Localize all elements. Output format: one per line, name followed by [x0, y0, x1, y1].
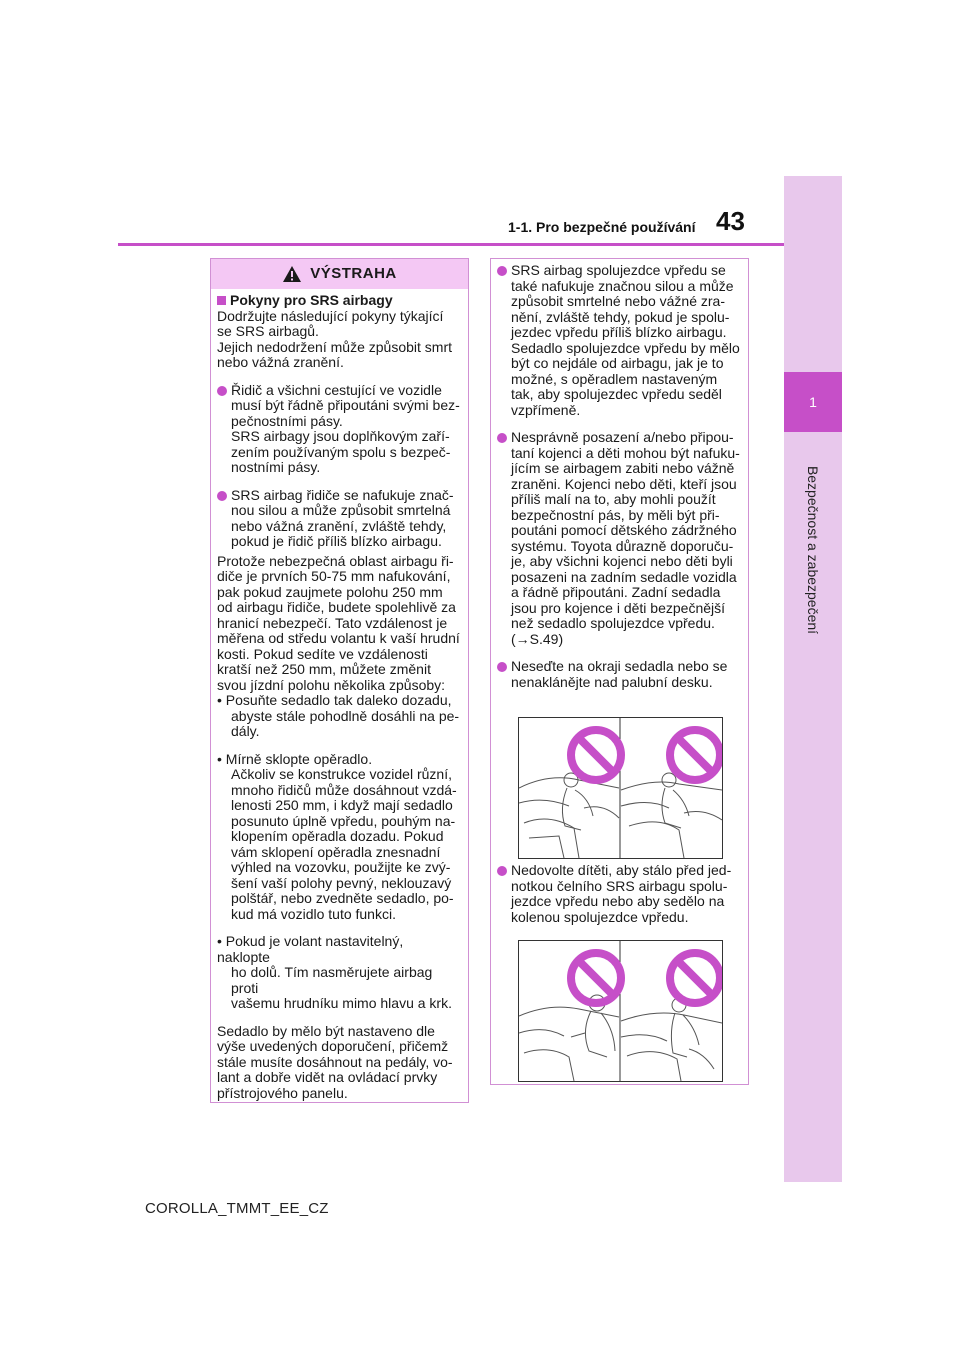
sub-item-line: vašemu hrudníku mimo hlavu a krk. [231, 995, 452, 1011]
warning-triangle-icon [282, 265, 302, 283]
paragraph-line: měřena od středu volantu k vaší hrudní [217, 630, 460, 646]
bullet-line: Sedadlo spolujezdce vpředu by mělo [511, 339, 740, 356]
chapter-number-text: 1 [809, 394, 817, 410]
paragraph-line: výše uvedených doporučení, přičemž [217, 1038, 449, 1054]
prohibition-icon [571, 730, 621, 780]
bullet-line: jícím se airbagem zabiti nebo vážně [511, 460, 735, 476]
bullet-line: Řidič a všichni cestující ve vozidle [231, 381, 442, 398]
car-interior-illustration [519, 718, 722, 858]
sub-item-line: výhled na vozovku, použijte ke zvý- [231, 859, 451, 875]
sub-item-line: šení vaší polohy pevný, neklouzavý [231, 874, 452, 891]
sub-item-line: mnoho řidičů může dosáhnout vzdá- [231, 781, 457, 798]
paragraph-line: stále musíte dosáhnout na pedály, vo- [217, 1053, 453, 1070]
paragraph-line: diče je prvních 50-75 mm nafukování, [217, 568, 451, 584]
chapter-number [784, 372, 842, 432]
list-item [497, 863, 751, 925]
bullet-line: nostními pásy. [231, 459, 321, 475]
document-code: COROLLA_TMMT_EE_CZ [145, 1200, 329, 1217]
paragraph-line: lant a dobře vidět na ovládací prvky [217, 1069, 438, 1085]
sub-item-line: ho dolů. Tím nasměrujete airbag proti [231, 964, 433, 996]
paragraph-line: Sedadlo by mělo být nastaveno dle [217, 1022, 435, 1039]
bullet-line: možné, s opěradlem nastaveným [511, 370, 718, 387]
sub-item-line: • Posuňte sedadlo tak daleko dozadu, [217, 692, 452, 708]
illustration-leaning-prohibited [518, 717, 723, 859]
bullet-line: Nesprávně posazení a/nebo připou- [511, 429, 734, 445]
bullet-line: notkou čelního SRS airbagu spolu- [511, 877, 728, 894]
bullet-line: SRS airbag spolujezdce vpředu se [511, 262, 726, 278]
paragraph-line: kratší než 250 mm, můžete změnit [217, 661, 431, 677]
bullet-line: posazeni na zadním sedadle vozidla [511, 568, 737, 585]
sub-item-line: lenosti 250 mm, i když mají sedadlo [231, 797, 453, 813]
intro-line: Jejich nedodržení může způsobit smrt [217, 338, 452, 355]
list-item [217, 488, 460, 550]
section-title: 1-1. Pro bezpečné používání [508, 219, 696, 235]
paragraph [217, 1024, 460, 1102]
bullet-line: nou silou a může způsobit smrtelná [231, 502, 451, 518]
bullet-line: jezdec vpředu příliš blízko airbagu. [511, 324, 727, 340]
paragraph-line: přístrojového panelu. [217, 1084, 348, 1101]
paragraph-line: kosti. Pokud sedíte ve vzdálenosti [217, 645, 428, 662]
bullet-line: jsou pro kojence i děti bezpečnější [511, 599, 726, 616]
bullet-line: kolenou spolujezdce vpředu. [511, 908, 689, 925]
sub-item-line: posunuto úplně vpředu, pouhým na- [231, 812, 456, 829]
bullet-line: je, aby všichni kojenci nebo děti byli [511, 553, 733, 569]
page-number: 43 [716, 206, 745, 236]
sub-item [217, 752, 460, 923]
paragraph-line: od airbagu řidiče, budete spolehlivě za [217, 599, 456, 615]
paragraph-line: hranicí nebezpečí. Tato vzdálenost je [217, 614, 448, 631]
bullet-line: také nafukuje značnou silou a může [511, 277, 734, 294]
sub-item-line: dály. [231, 723, 260, 739]
list-item [217, 383, 460, 476]
sub-item-line: polštář, nebo zvedněte sedadlo, po- [231, 890, 454, 906]
warning-box-left [210, 258, 469, 1103]
round-bullet-icon [217, 491, 227, 501]
bullet-line: tak, aby spolujezdec vpředu seděl [511, 386, 722, 402]
round-bullet-icon [497, 866, 507, 876]
bullet-line: musí být řádně připoutáni svými bez- [231, 397, 460, 413]
round-bullet-icon [497, 662, 507, 672]
intro-line: se SRS airbagů. [217, 323, 319, 339]
sub-item [217, 693, 460, 740]
sub-item-line: • Pokud je volant nastavitelný, naklopte [217, 933, 404, 965]
bullet-line: zením používaným spolu s bezpeč- [231, 443, 451, 460]
intro-line: Dodržujte následující pokyny týkající [217, 307, 444, 324]
bullet-line: poutáni pomocí dětského zádržného [511, 522, 737, 538]
illustration-child-front-prohibited [518, 940, 723, 1082]
square-bullet-icon [217, 296, 226, 305]
paragraph [217, 554, 460, 694]
bullet-line: bezpečnostní pás, by měli být při- [511, 506, 720, 523]
bullet-line: způsobit smrtelné nebo vážné zra- [511, 293, 725, 309]
bullet-line: být co nejdále od airbagu, jak je to [511, 355, 724, 371]
prohibition-icon [670, 953, 720, 1003]
bullet-line: pokud je řidič příliš blízko airbagu. [231, 533, 442, 549]
warning-header [211, 259, 468, 289]
sub-item-line: abyste stále pohodlně dosáhli na pe- [231, 707, 460, 724]
sub-item-line: klopením opěradla dozadu. Pokud [231, 828, 444, 844]
sub-item-line: Ačkoliv se konstrukce vozidel různí, [231, 766, 452, 782]
bullet-line: Neseďte na okraji sedadla nebo se [511, 658, 728, 674]
car-interior-illustration [519, 941, 722, 1081]
bullet-line: systému. Toyota důrazně doporuču- [511, 537, 734, 554]
bullet-line: SRS airbag řidiče se nafukuje znač- [231, 486, 454, 503]
paragraph-line: pak pokud zaujmete polohu 250 mm [217, 583, 443, 600]
bullet-line: SRS airbagy jsou doplňkovým zaří- [231, 428, 450, 444]
sub-item-line: vám sklopení opěradla znesnadní [231, 843, 441, 860]
bullet-line: nění, zvláště tehdy, pokud je spolu- [511, 308, 730, 325]
warning-title: VÝSTRAHA [310, 265, 397, 283]
sub-item-line: • Mírně sklopte opěradlo. [217, 750, 373, 767]
bullet-line: nenaklánějte nad palubní desku. [511, 673, 713, 690]
intro-line: nebo vážná zranění. [217, 354, 344, 370]
warning-heading-text: Pokyny pro SRS airbagy [230, 292, 393, 308]
bullet-line: nebo vážná zranění, zvláště tehdy, [231, 517, 447, 534]
bullet-line: zraněni. Kojenci nebo děti, kteří jsou [511, 475, 737, 492]
paragraph-line: svou jízdní polohu několika způsoby: [217, 676, 446, 693]
chapter-side-tab [784, 176, 842, 1182]
bullet-line: než sedadlo spolujezdce vpředu. [511, 615, 715, 631]
list-item [497, 263, 740, 418]
sub-item [217, 934, 460, 1012]
bullet-line: a řádně připoutáni. Zadní sedadla [511, 584, 721, 600]
round-bullet-icon [497, 266, 507, 276]
warning-heading [217, 293, 460, 309]
prohibition-icon [670, 730, 720, 780]
bullet-line: vzpřímeně. [511, 401, 581, 418]
list-item [497, 430, 740, 647]
bullet-line: pečnostními pásy. [231, 412, 343, 429]
bullet-line: Nedovolte dítěti, aby stálo před jed- [511, 862, 732, 878]
bullet-line: taní kojenci a děti mohou být nafuku- [511, 444, 740, 461]
chapter-label: Bezpečnost a zabezpečení [805, 465, 821, 635]
bullet-line: jezdce vpředu nebo aby sedělo na [511, 893, 725, 909]
paragraph-line: Protože nebezpečná oblast airbagu ři- [217, 552, 454, 569]
header-rule [118, 243, 784, 246]
sub-item-line: kud má vozidlo tuto funkci. [231, 905, 396, 922]
round-bullet-icon [217, 386, 227, 396]
round-bullet-icon [497, 433, 507, 443]
bullet-line: příliš malí na to, aby mohli použít [511, 491, 716, 507]
list-item [497, 659, 740, 690]
page-reference[interactable]: (→S.49) [511, 630, 564, 647]
